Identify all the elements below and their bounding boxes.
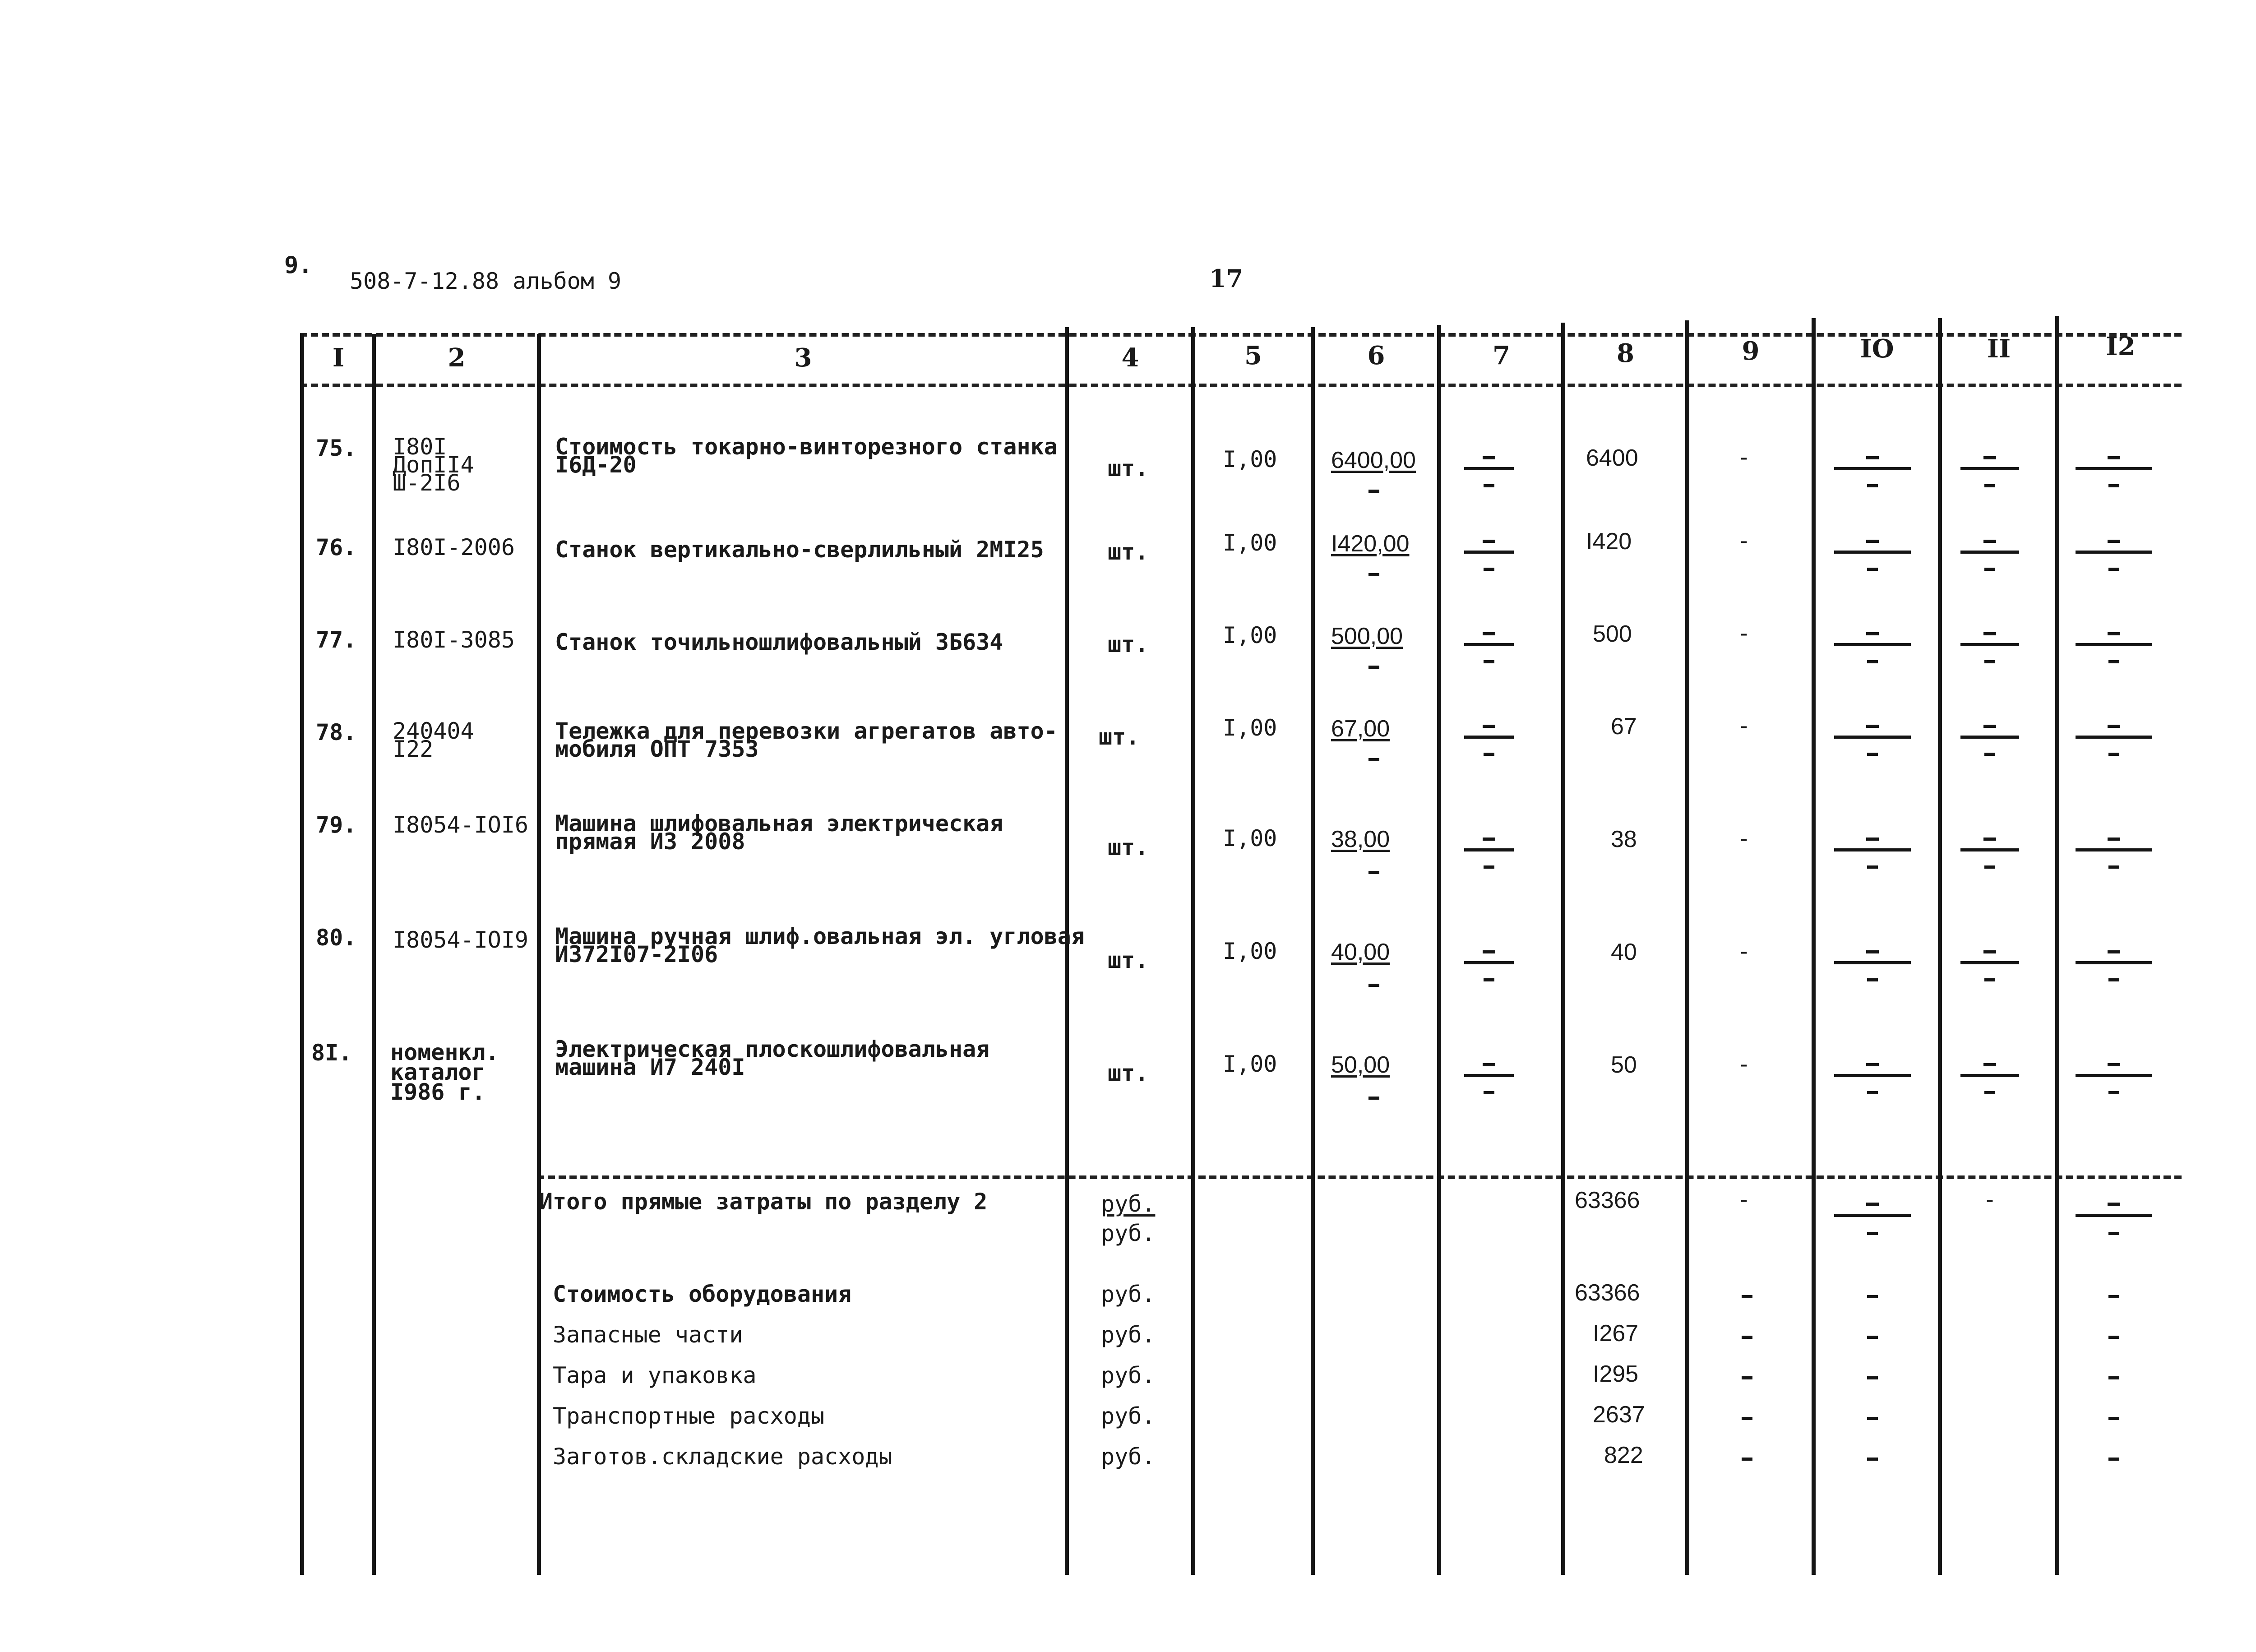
fraction-mark — [2108, 1091, 2119, 1094]
fraction-mark — [1867, 753, 1878, 756]
empty-cell-dash: - — [1983, 1186, 1997, 1212]
fraction-mark — [1960, 736, 2019, 739]
fraction-mark — [1984, 753, 1995, 756]
row-unit: шт. — [1108, 631, 1149, 657]
page-number: 17 — [1209, 264, 1244, 293]
summary-item-unit: руб. — [1101, 1444, 1156, 1470]
fraction-mark — [1960, 961, 2019, 964]
column-header: 6 — [1367, 341, 1385, 370]
row-quantity: I,00 — [1223, 938, 1277, 964]
row-name: Машина ручная шлиф.овальная эл. угловая И372I07-2I06 — [555, 923, 1085, 967]
column-header: I — [332, 343, 345, 373]
fraction-mark — [1867, 660, 1878, 663]
empty-cell-dash: - — [1737, 938, 1751, 964]
summary-item-name: Тара и упаковка — [553, 1362, 757, 1388]
row-number: 79. — [316, 812, 357, 838]
summary-item-value: 822 — [1604, 1442, 1643, 1468]
row-number: 8I. — [311, 1040, 352, 1066]
row-code: номенкл. каталог I986 г. — [390, 1039, 499, 1105]
fraction-mark — [1867, 1091, 1878, 1094]
empty-cell-mark — [1742, 1417, 1752, 1420]
summary-item-unit: руб. — [1101, 1403, 1156, 1429]
fraction-mark — [2108, 632, 2120, 635]
empty-cell-dash: - — [1737, 713, 1751, 739]
column-rule-1 — [300, 334, 304, 1575]
summary-item-unit: руб. — [1101, 1281, 1156, 1307]
column-rule-8 — [1561, 323, 1565, 1575]
fraction-mark — [2076, 467, 2152, 470]
row-price: 40,00 — [1331, 939, 1390, 965]
fraction-mark — [1464, 736, 1514, 739]
fraction-mark — [1484, 484, 1494, 487]
fraction-mark — [2108, 456, 2120, 459]
summary-item-name: Транспортные расходы — [553, 1403, 825, 1429]
fraction-mark — [1834, 848, 1911, 851]
row-number: 77. — [316, 627, 357, 653]
fraction-mark — [1866, 838, 1879, 841]
fraction-mark — [1368, 1097, 1379, 1100]
summary-item-value: I295 — [1593, 1361, 1639, 1387]
fraction-mark — [1866, 725, 1879, 728]
fraction-mark — [1960, 1074, 2019, 1077]
fraction-mark — [2108, 978, 2119, 981]
empty-cell-dash: - — [1737, 528, 1751, 554]
column-rule-6 — [1311, 327, 1315, 1575]
empty-cell-mark — [1867, 1336, 1878, 1339]
summary-item-name: Запасные части — [553, 1322, 743, 1348]
fraction-mark — [1984, 484, 1995, 487]
empty-cell-mark — [1742, 1295, 1752, 1298]
fraction-mark — [1464, 643, 1514, 646]
fraction-mark — [1834, 1214, 1911, 1217]
fraction-mark — [2108, 1232, 2119, 1235]
column-rule-2 — [372, 334, 376, 1575]
summary-divider — [537, 1175, 2182, 1179]
fraction-mark — [1483, 1063, 1495, 1066]
fraction-mark — [1960, 848, 2019, 851]
summary-unit: руб. — [1101, 1220, 1156, 1246]
fraction-mark — [1834, 1074, 1911, 1077]
fraction-mark — [2108, 865, 2119, 869]
fraction-mark — [1960, 467, 2019, 470]
column-header: 7 — [1493, 341, 1510, 370]
column-header: 3 — [794, 343, 812, 373]
fraction-mark — [2076, 1074, 2152, 1077]
column-header: 5 — [1244, 341, 1262, 370]
row-quantity: I,00 — [1223, 825, 1277, 851]
row-number: 78. — [316, 719, 357, 745]
fraction-mark — [1834, 551, 1911, 554]
fraction-mark — [1984, 865, 1995, 869]
fraction-mark — [2076, 1214, 2152, 1217]
fraction-mark — [1484, 568, 1494, 571]
row-quantity: I,00 — [1223, 446, 1277, 472]
empty-cell-mark — [1867, 1376, 1878, 1379]
column-header: 9 — [1742, 336, 1760, 366]
empty-cell-mark — [2108, 1295, 2119, 1298]
fraction-mark — [1484, 1091, 1494, 1094]
fraction-mark — [1834, 736, 1911, 739]
empty-cell-dash: - — [1737, 1186, 1751, 1212]
fraction-mark — [1483, 950, 1495, 953]
summary-item-unit: руб. — [1101, 1322, 1156, 1348]
fraction-mark — [2076, 551, 2152, 554]
empty-cell-dash: - — [1737, 1051, 1751, 1077]
fraction-mark — [1867, 1232, 1878, 1235]
row-name: Стоимость токарно-винторезного станка I6Д-20 — [555, 434, 1058, 478]
fraction-mark — [1368, 984, 1379, 987]
fraction-mark — [1866, 540, 1879, 543]
summary-item-value: I267 — [1593, 1320, 1639, 1347]
summary-unit: руб. — [1101, 1191, 1156, 1217]
row-price: 67,00 — [1331, 716, 1390, 742]
column-header: I2 — [2106, 332, 2136, 361]
row-quantity: I,00 — [1223, 715, 1277, 741]
row-quantity: I,00 — [1223, 622, 1277, 648]
fraction-mark — [1866, 950, 1879, 953]
fraction-mark — [1984, 1091, 1995, 1094]
row-quantity: I,00 — [1223, 530, 1277, 556]
fraction-mark — [1983, 1063, 1996, 1066]
fraction-mark — [1834, 467, 1911, 470]
summary-item-name: Заготов.складские расходы — [553, 1444, 892, 1470]
fraction-mark — [1484, 865, 1494, 869]
empty-cell-mark — [1867, 1458, 1878, 1461]
document-code: 508-7-12.88 альбом 9 — [350, 268, 622, 294]
row-total: 6400 — [1586, 445, 1638, 471]
summary-item-value: 63366 — [1575, 1280, 1640, 1306]
fraction-mark — [1983, 838, 1996, 841]
fraction-mark — [1483, 540, 1495, 543]
row-unit: шт. — [1108, 455, 1149, 481]
fraction-mark — [2108, 1203, 2120, 1206]
fraction-mark — [2076, 848, 2152, 851]
row-unit: шт. — [1108, 1060, 1149, 1086]
row-total: 40 — [1611, 939, 1637, 965]
section-mark: 9. — [284, 252, 313, 279]
fraction-mark — [1368, 758, 1379, 761]
column-header: 4 — [1121, 343, 1139, 373]
column-header: IO — [1860, 334, 1894, 364]
summary-title: Итого прямые затраты по разделу 2 — [539, 1189, 988, 1215]
column-rule-5 — [1191, 327, 1195, 1575]
fraction-mark — [1984, 978, 1995, 981]
fraction-mark — [1983, 456, 1996, 459]
fraction-mark — [1483, 456, 1495, 459]
fraction-mark — [2108, 725, 2120, 728]
row-total: 500 — [1593, 621, 1632, 647]
empty-cell-dash: - — [1737, 444, 1751, 470]
fraction-mark — [1866, 632, 1879, 635]
fraction-mark — [1483, 632, 1495, 635]
empty-cell-mark — [1867, 1417, 1878, 1420]
summary-item-value: 2637 — [1593, 1402, 1645, 1428]
row-number: 76. — [316, 534, 357, 560]
fraction-mark — [1866, 1063, 1879, 1066]
row-name: Тележка для перевозки агрегатов авто- мобиля ОПТ 7353 — [555, 718, 1058, 762]
fraction-mark — [1368, 871, 1379, 874]
summary-total: 63366 — [1575, 1187, 1640, 1213]
fraction-mark — [2076, 643, 2152, 646]
column-rule-9 — [1685, 320, 1689, 1575]
fraction-mark — [2076, 736, 2152, 739]
fraction-mark — [1368, 490, 1379, 493]
summary-item-name: Стоимость оборудования — [553, 1281, 852, 1307]
empty-cell-mark — [2108, 1458, 2119, 1461]
summary-item-unit: руб. — [1101, 1362, 1156, 1388]
row-name: Станок вертикально-сверлильный 2МI25 — [555, 537, 1044, 563]
column-rule-7 — [1437, 325, 1441, 1575]
row-number: 75. — [316, 435, 357, 461]
fraction-mark — [2108, 950, 2120, 953]
header-bottom-border — [300, 384, 2182, 387]
fraction-mark — [1464, 551, 1514, 554]
fraction-mark — [2076, 961, 2152, 964]
fraction-mark — [2108, 568, 2119, 571]
empty-cell-mark — [1742, 1458, 1752, 1461]
fraction-mark — [1484, 753, 1494, 756]
column-rule-11 — [1938, 318, 1942, 1575]
row-code: 240404 I22 — [393, 718, 474, 762]
empty-cell-mark — [1742, 1336, 1752, 1339]
column-rule-3 — [537, 334, 541, 1575]
column-header: 8 — [1617, 338, 1634, 368]
row-code: I8054-IOI6 — [393, 812, 529, 838]
fraction-mark — [1464, 848, 1514, 851]
empty-cell-dash: - — [1737, 620, 1751, 646]
row-total: 38 — [1611, 826, 1637, 852]
fraction-mark — [1984, 660, 1995, 663]
fraction-mark — [1984, 568, 1995, 571]
row-total: 50 — [1611, 1052, 1637, 1078]
fraction-mark — [2108, 484, 2119, 487]
fraction-mark — [1983, 950, 1996, 953]
row-code: I8054-IOI9 — [393, 927, 529, 953]
fraction-mark — [1867, 568, 1878, 571]
fraction-mark — [1866, 1203, 1879, 1206]
fraction-mark — [1866, 456, 1879, 459]
empty-cell-mark — [2108, 1417, 2119, 1420]
fraction-mark — [1483, 725, 1495, 728]
row-price: 38,00 — [1331, 826, 1390, 852]
row-unit: шт. — [1099, 724, 1140, 750]
fraction-mark — [1867, 484, 1878, 487]
row-unit: шт. — [1108, 834, 1149, 861]
column-rule-10 — [1812, 318, 1816, 1575]
row-name: Электрическая плоскошлифовальная машина И7 240I — [555, 1036, 990, 1080]
fraction-mark — [1484, 660, 1494, 663]
row-name: Машина шлифовальная электрическая прямая ИЗ 2008 — [555, 810, 1003, 855]
fraction-mark — [1368, 573, 1379, 576]
fraction-mark — [1867, 978, 1878, 981]
fraction-mark — [1464, 1074, 1514, 1077]
fraction-mark — [2108, 838, 2120, 841]
fraction-mark — [2108, 753, 2119, 756]
fraction-mark — [1834, 961, 1911, 964]
fraction-mark — [1960, 643, 2019, 646]
row-unit: шт. — [1108, 947, 1149, 973]
fraction-mark — [1983, 540, 1996, 543]
fraction-mark — [1483, 838, 1495, 841]
column-header: II — [1987, 334, 2011, 364]
empty-cell-mark — [1867, 1295, 1878, 1298]
row-unit: шт. — [1108, 539, 1149, 565]
row-code: I80I-3085 — [393, 627, 515, 653]
row-total: I420 — [1586, 528, 1632, 555]
row-price: I420,00 — [1331, 531, 1410, 557]
row-quantity: I,00 — [1223, 1051, 1277, 1077]
row-code: I80I-2006 — [393, 534, 515, 560]
empty-cell-dash: - — [1737, 825, 1751, 851]
fraction-mark — [1983, 632, 1996, 635]
fraction-mark — [1983, 725, 1996, 728]
row-name: Станок точильношлифовальный 3Б634 — [555, 629, 1003, 655]
row-price: 500,00 — [1331, 623, 1403, 649]
row-price: 6400,00 — [1331, 447, 1416, 473]
column-header: 2 — [448, 343, 466, 373]
fraction-mark — [2108, 660, 2119, 663]
column-rule-12 — [2055, 316, 2059, 1575]
empty-cell-mark — [2108, 1376, 2119, 1379]
row-price: 50,00 — [1331, 1052, 1390, 1078]
fraction-mark — [1368, 666, 1379, 669]
fraction-mark — [2108, 1063, 2120, 1066]
empty-cell-mark — [2108, 1336, 2119, 1339]
fraction-mark — [1960, 551, 2019, 554]
fraction-mark — [1867, 865, 1878, 869]
fraction-mark — [1484, 978, 1494, 981]
fraction-mark — [1834, 643, 1911, 646]
row-total: 67 — [1611, 713, 1637, 740]
row-code: I80I ДопII4 Ш-2I6 — [393, 434, 474, 496]
fraction-mark — [1464, 467, 1514, 470]
row-number: 80. — [316, 925, 357, 951]
empty-cell-mark — [1742, 1376, 1752, 1379]
fraction-mark — [1464, 961, 1514, 964]
fraction-mark — [2108, 540, 2120, 543]
